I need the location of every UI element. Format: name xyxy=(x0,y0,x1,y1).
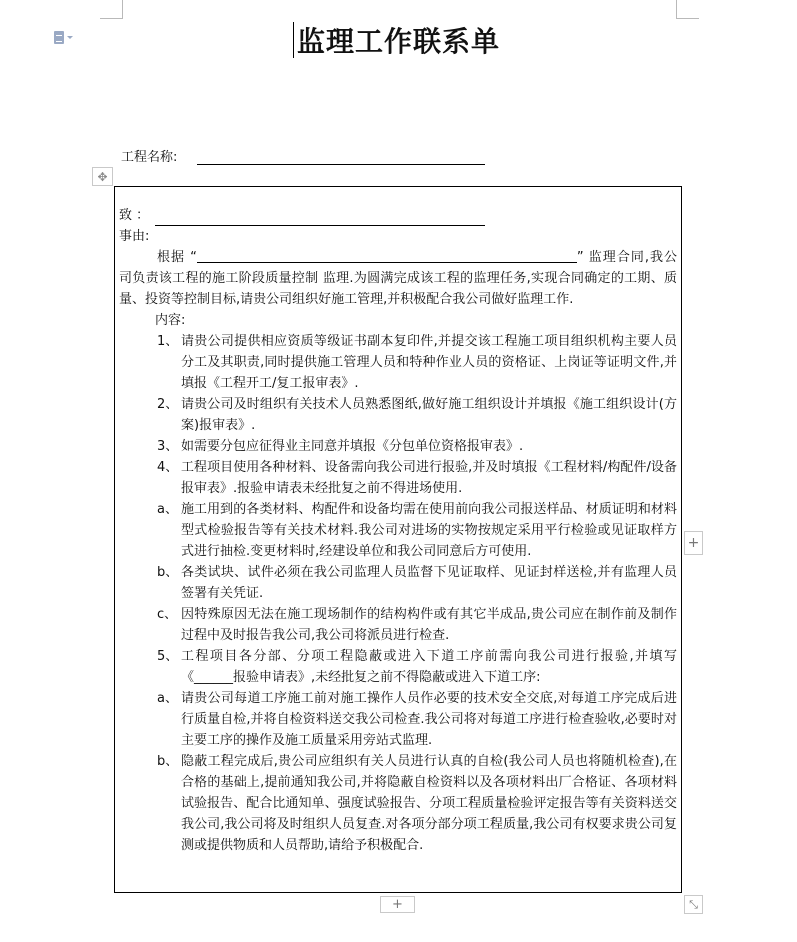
list-item-text: 工程项目各分部、分项工程隐蔽或进入下道工序前需向我公司进行报验,并填写《______报验申请表》,未经批复之前不得隐蔽或进入下道工序: xyxy=(181,649,677,685)
list-item-number: 3、 xyxy=(157,439,179,454)
list-item-number: b、 xyxy=(157,565,179,580)
list-item-number: 4、 xyxy=(157,460,179,475)
list-item-text: 施工用到的各类材料、构配件和设备均需在使用前向我公司报送样品、材质证明和材料型式检验报告等有关技术材料.我公司对进场的实物按规定采用平行检验或见证取样方式进行抽检.变更材料时,经建设单位和我公司同意后方可使用. xyxy=(181,502,677,559)
list-item-text: 请贵公司及时组织有关技术人员熟悉图纸,做好施工组织设计并填报《施工组织设计(方案)报审表》. xyxy=(181,397,677,433)
recipient-blank[interactable] xyxy=(155,210,485,226)
project-name-line xyxy=(121,146,485,165)
list-item xyxy=(119,562,677,604)
intro-paragraph xyxy=(119,247,677,310)
list-item-text: 请贵公司每道工序施工前对施工操作人员作必要的技术安全交底,对每道工序完成后进行质量自检,并将自检资料送交我公司检查.我公司将对每道工序进行检查验收,必要时对主要工序的操作及施工质量采用旁站式监理. xyxy=(181,691,677,748)
list-item-text: 各类试块、试件必须在我公司监理人员监督下见证取样、见证封样送检,并有监理人员签署有关凭证. xyxy=(181,565,677,601)
recipient-line xyxy=(119,205,677,226)
list-item xyxy=(119,457,677,499)
list-item-number: c、 xyxy=(157,607,178,622)
content-label: 内容: xyxy=(155,313,186,328)
project-name-blank[interactable] xyxy=(197,149,485,165)
list-item xyxy=(119,394,677,436)
list-item-text: 如需要分包应征得业主同意并填报《分包单位资格报审表》. xyxy=(181,439,524,454)
list-item xyxy=(119,688,677,751)
list-item-number: a、 xyxy=(157,502,178,517)
requirements-list xyxy=(119,331,677,856)
list-item xyxy=(119,436,677,457)
table-cell-content[interactable] xyxy=(119,205,677,856)
list-item xyxy=(119,751,677,856)
list-item xyxy=(119,331,677,394)
list-item-number: 5、 xyxy=(157,649,179,664)
list-item-number: b、 xyxy=(157,754,179,769)
table-resize-handle[interactable] xyxy=(684,895,703,914)
plus-icon: + xyxy=(392,897,403,912)
page-title: 监理工作联系单 xyxy=(296,25,500,58)
page-corner-mark-top-right xyxy=(676,0,699,19)
list-item-text: 隐蔽工程完成后,贵公司应组织有关人员进行认真的自检(我公司人员也将随机检查),在合格的基础上,提前通知我公司,并将隐蔽自检资料以及各项材料出厂合格证、各项材料试验报告、配合比通知单、强度试验报告、分项工程质量检验评定报告等有关资料送交我公司,我公司将及时组织人员复查.对各项分部分项工程质量,我公司有权要求贵公司复测或提供物质和人员帮助,请给予积极配合. xyxy=(181,754,677,853)
move-icon: ✥ xyxy=(97,169,108,184)
project-name-label: 工程名称: xyxy=(121,150,178,165)
plus-icon: + xyxy=(687,535,700,551)
resize-icon: ⤡ xyxy=(689,897,698,911)
contract-name-blank[interactable] xyxy=(197,248,577,263)
table-move-handle[interactable] xyxy=(92,167,113,186)
list-item-text: 工程项目使用各种材料、设备需向我公司进行报验,并及时填报《工程材料/构配件/设备报审表》.报验申请表未经批复之前不得进场使用. xyxy=(181,460,677,496)
intro-text: ” 监理合同,我公司负责该工程的施工阶段质量控制 监理.为圆满完成该工程的监理任务,实现合同确定的工期、质量、投资等控制目标,请贵公司组织好施工管理,并积极配合我公司做好监理工作. xyxy=(119,250,678,307)
list-item-number: 1、 xyxy=(157,334,179,349)
list-item xyxy=(119,499,677,562)
intro-prefix: 根据 “ xyxy=(156,250,197,265)
list-item-number: 2、 xyxy=(157,397,179,412)
add-column-button[interactable] xyxy=(684,531,703,555)
list-item-text: 因特殊原因无法在施工现场制作的结构构件或有其它半成品,贵公司应在制作前及制作过程中及时报告我公司,我公司将派员进行检查. xyxy=(181,607,677,643)
add-row-button[interactable] xyxy=(380,896,415,913)
recipient-label: 致 ： xyxy=(119,208,150,223)
list-item-text: 请贵公司提供相应资质等级证书副本复印件,并提交该工程施工项目组织机构主要人员分工及其职责,同时提供施工管理人员和特种作业人员的资格证、上岗证等证明文件,并填报《工程开工/复工报审表》. xyxy=(181,334,677,391)
list-item xyxy=(119,646,677,688)
list-item xyxy=(119,604,677,646)
list-item-number: a、 xyxy=(157,691,178,706)
page-corner-mark-top-left xyxy=(100,0,123,19)
subject-label: 事由: xyxy=(119,229,150,244)
